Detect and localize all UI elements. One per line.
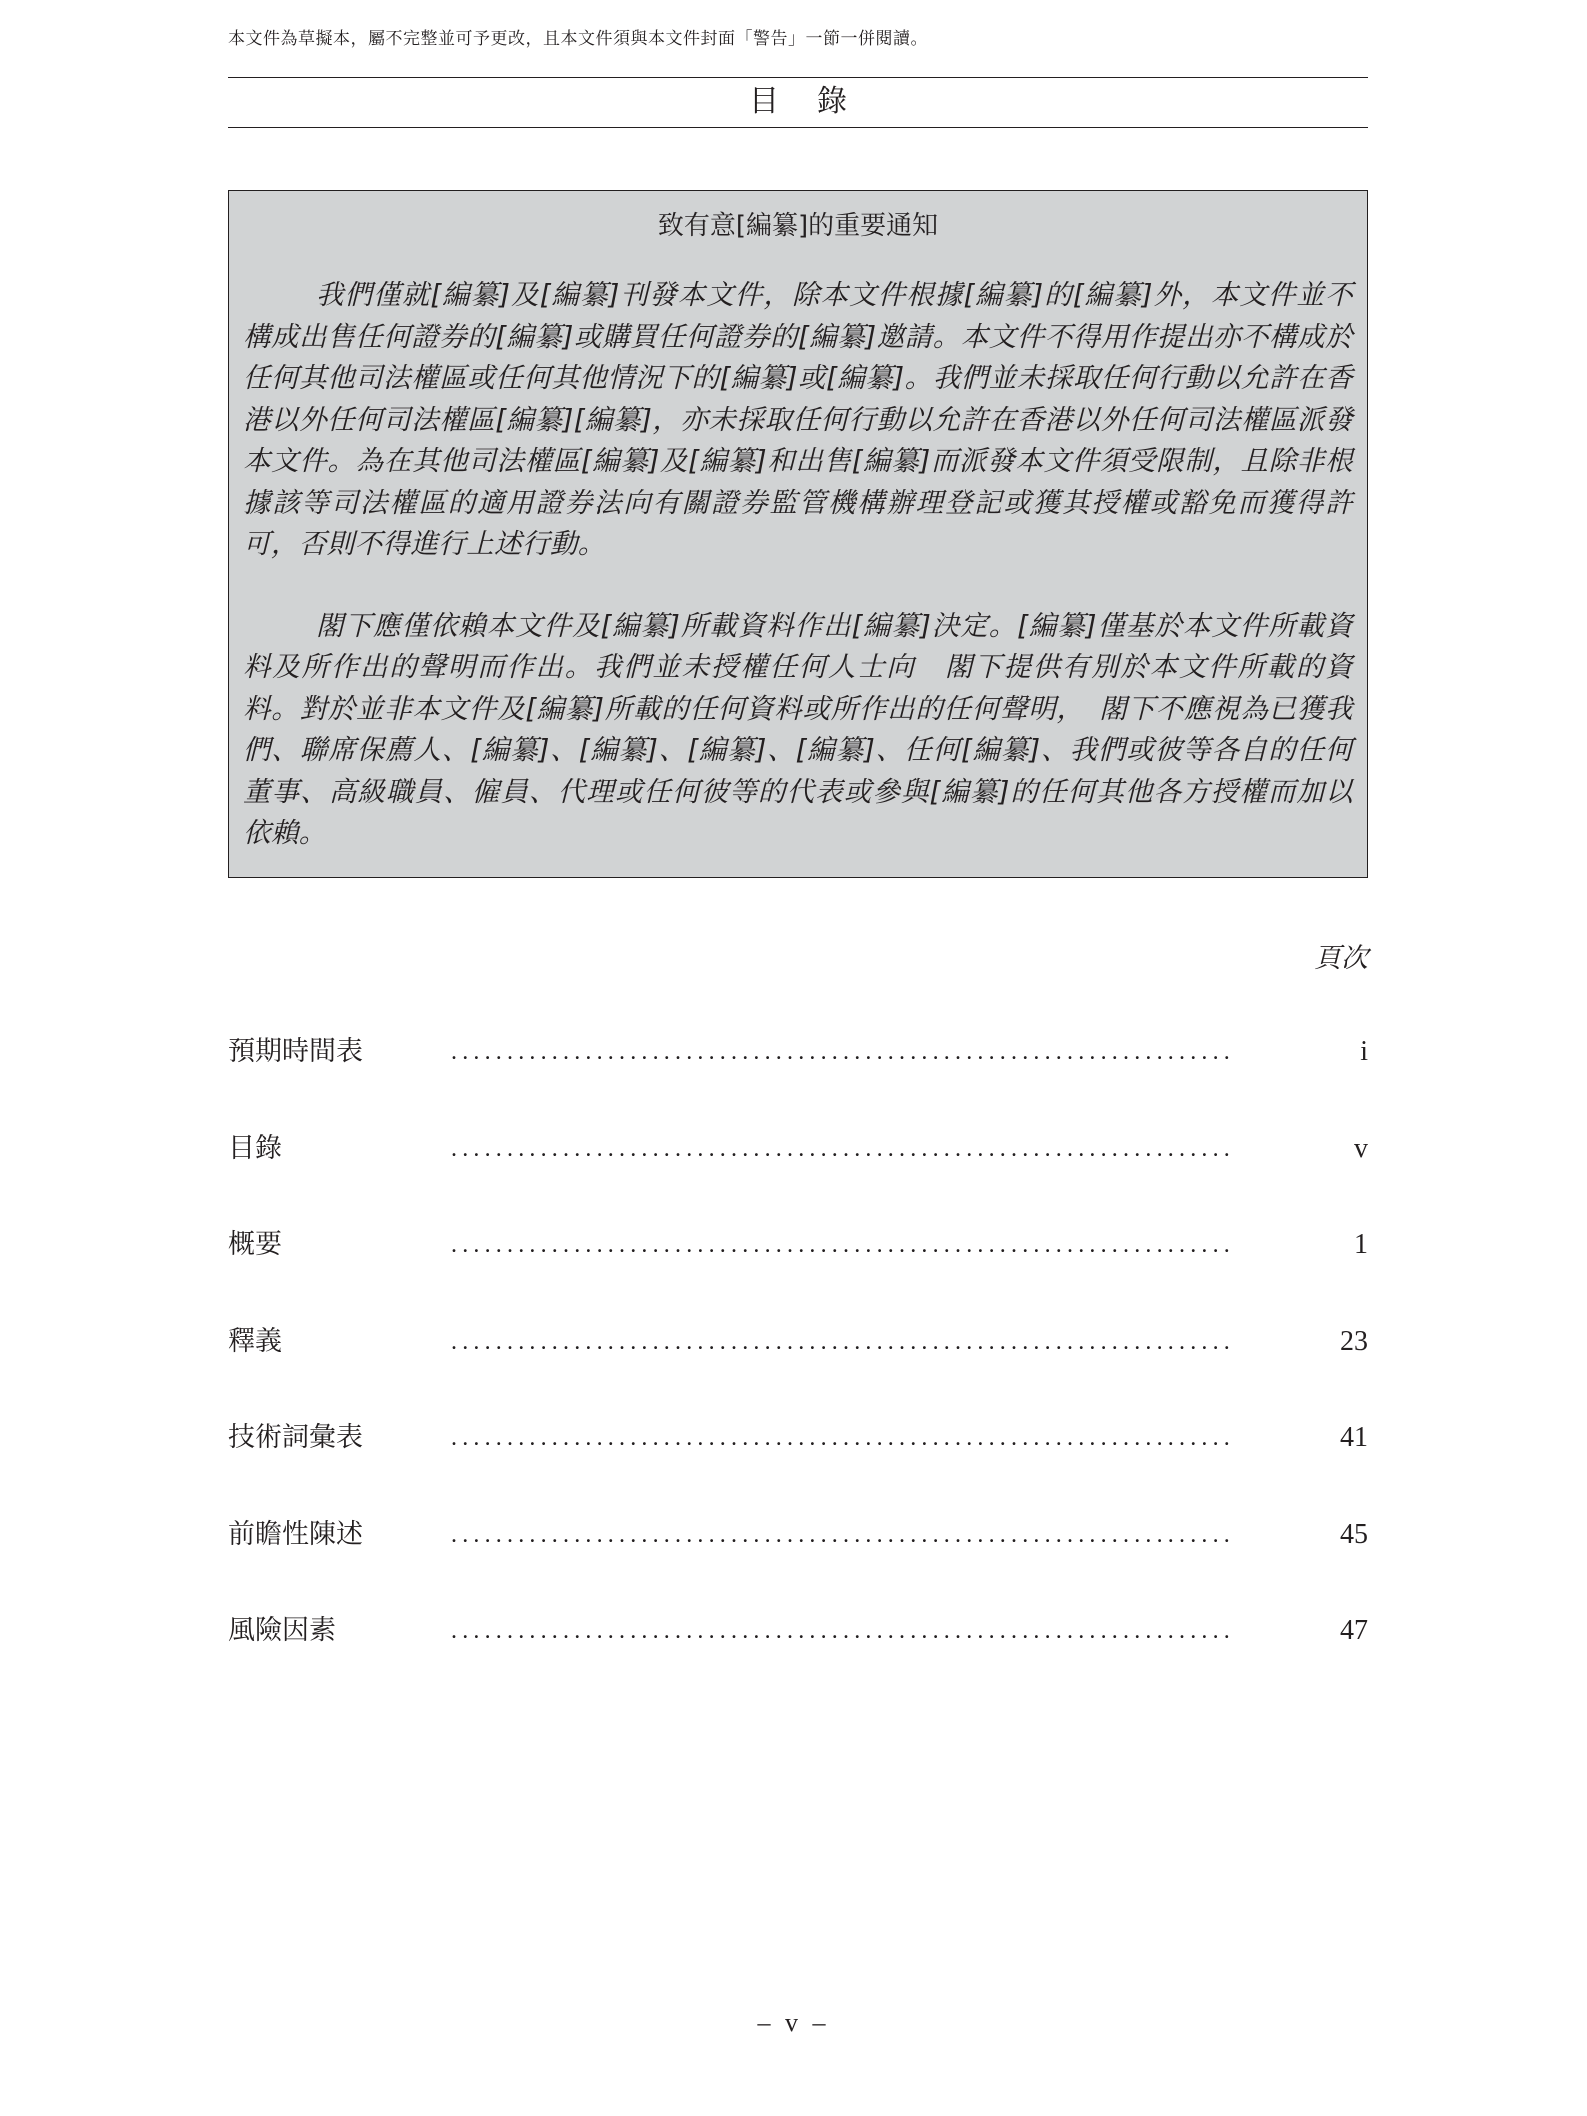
toc-entry-page[interactable]: 45 [1340,1518,1368,1550]
dot-leader: ...................................................................... [451,1039,1235,1065]
notice-heading: 致有意[編纂]的重要通知 [657,211,939,241]
title-rule-top [228,77,1368,78]
toc-entry-page[interactable]: 41 [1340,1422,1368,1453]
dot-leader: ...................................................................... [451,1425,1235,1451]
table-of-contents [228,1032,1368,1708]
toc-entry-label[interactable]: 風險因素 [228,1615,336,1646]
notice-paragraph: 閣下應僅依賴本文件及[編纂]所載資料作出[編纂]決定。[編纂]僅基於本文件所載資料及所作出的聲明而作出。我們並未授權任何人士向 閣下提供有別於本文件所載的資料。對於並非本文件及[編纂]所載的任何資料或所作出的任何聲明， 閣下不應視為已獲我們、聯席保薦人、[編纂]、[編纂]、[編纂]、[編纂]、任何[編纂]、我們或彼等各自的任何董事、高級職員、僱員、代理或任何彼等的代表或參與[編纂]的任何其他各方授權而加以依賴。 [243,609,1353,849]
toc-entry-label[interactable]: 釋義 [228,1325,282,1357]
toc-entry-label[interactable]: 技術詞彙表 [228,1422,363,1453]
dot-leader: ...................................................................... [451,1618,1235,1644]
toc-entry-label[interactable]: 預期時間表 [228,1036,363,1067]
toc-entry-expected-timetable[interactable] [228,1032,1368,1129]
page-column-label: 頁次 [1314,943,1368,973]
dot-leader: ...................................................................... [451,1521,1235,1548]
toc-entry-summary[interactable] [228,1225,1368,1322]
toc-entry-page[interactable]: i [1360,1036,1368,1067]
important-notice-box [228,190,1368,878]
toc-entry-page[interactable]: 47 [1340,1615,1368,1646]
title-rule-bottom [228,127,1368,128]
draft-disclaimer: 本文件為草擬本，屬不完整並可予更改，且本文件須與本文件封面「警告」一節一併閱讀。 [228,29,928,49]
toc-entry-glossary[interactable] [228,1418,1368,1515]
toc-entry-page[interactable]: v [1354,1132,1368,1164]
toc-entry-label[interactable]: 概要 [228,1229,282,1260]
toc-entry-page[interactable]: 23 [1340,1325,1368,1357]
dot-leader: ...................................................................... [451,1328,1235,1355]
page-number-footer: – v – [757,2008,830,2037]
dot-leader: ...................................................................... [451,1135,1235,1162]
toc-entry-page[interactable]: 1 [1354,1229,1368,1260]
toc-entry-forward-looking[interactable] [228,1515,1368,1612]
toc-entry-risk-factors[interactable] [228,1611,1368,1708]
toc-entry-definitions[interactable] [228,1322,1368,1419]
toc-entry-label[interactable]: 前瞻性陳述 [228,1518,363,1550]
notice-paragraph: 我們僅就[編纂]及[編纂]刊發本文件，除本文件根據[編纂]的[編纂]外，本文件並不構成出售任何證券的[編纂]或購買任何證券的[編纂]邀請。本文件不得用作提出亦不構成於任何其他司法權區或任何其他情況下的[編纂]或[編纂]。我們並未採取任何行動以允許在香港以外任何司法權區[編纂][編纂]，亦未採取任何行動以允許在香港以外任何司法權區派發本文件。為在其他司法權區[編纂]及[編纂]和出售[編纂]而派發本文件須受限制，且除非根據該等司法權區的適用證券法向有關證券監管機構辦理登記或獲其授權或豁免而獲得許可，否則不得進行上述行動。 [243,279,1353,560]
page-title: 目錄 [749,84,885,119]
toc-entry-label[interactable]: 目錄 [228,1132,282,1164]
toc-entry-contents[interactable] [228,1129,1368,1226]
dot-leader: ...................................................................... [451,1232,1235,1258]
